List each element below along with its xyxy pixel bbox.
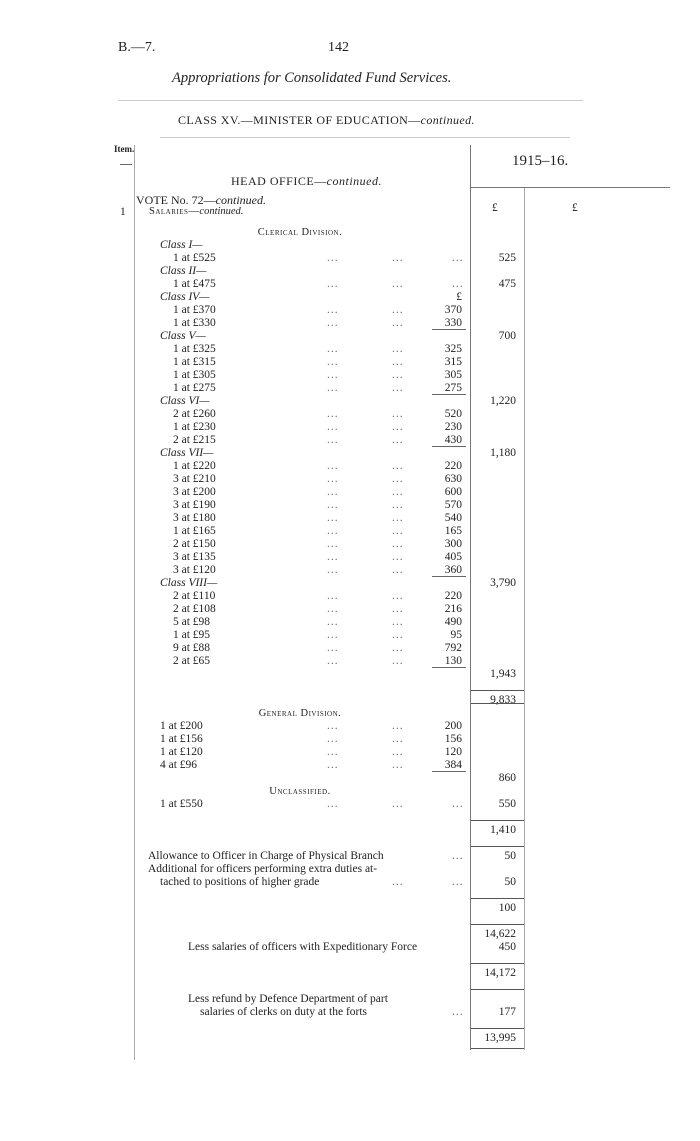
- row-label: 1 at £200: [160, 720, 203, 732]
- row-label: 1 at £156: [160, 733, 203, 745]
- leader-dots: ...: [392, 629, 404, 641]
- page-title: Appropriations for Consolidated Fund Services.: [172, 70, 452, 86]
- leader-dots: ...: [327, 304, 339, 316]
- leader-dots: ...: [327, 408, 339, 420]
- table-row: [0, 499, 700, 512]
- item-column-header: Item.: [114, 144, 135, 154]
- total-rule: [471, 1028, 524, 1029]
- subtotal-amount: 360: [444, 564, 462, 576]
- table-row: [0, 603, 700, 616]
- table-row: [0, 512, 700, 525]
- table-row: [0, 616, 700, 629]
- row-label: 1 at £525: [173, 252, 216, 264]
- table-row: [0, 1006, 700, 1019]
- row-label: Less refund by Defence Department of part: [188, 993, 388, 1005]
- table-row: [0, 746, 700, 759]
- division-heading: General Division.: [258, 708, 342, 719]
- row-label: 1 at £120: [160, 746, 203, 758]
- subtotal-amount: 370: [444, 304, 462, 316]
- row-label: 2 at £108: [173, 603, 216, 615]
- subtotal-rule: [432, 329, 466, 330]
- leader-dots: ...: [452, 252, 464, 264]
- table-row: [0, 291, 700, 304]
- subtotal-amount: £: [456, 291, 462, 303]
- subtotal-amount: 220: [444, 590, 462, 602]
- total-amount: 860: [498, 772, 516, 784]
- leader-dots: ...: [392, 421, 404, 433]
- total-amount: 13,995: [484, 1032, 516, 1044]
- table-row: [0, 304, 700, 317]
- table-row: [0, 655, 700, 668]
- leader-dots: ...: [327, 512, 339, 524]
- total-amount: 1,180: [490, 447, 516, 459]
- leader-dots: ...: [392, 278, 404, 290]
- class-label: Class I—: [160, 239, 203, 251]
- total-amount: 450: [498, 941, 516, 953]
- leader-dots: ...: [392, 512, 404, 524]
- row-label: 1 at £370: [173, 304, 216, 316]
- table-row: [0, 317, 700, 330]
- leader-dots: ...: [392, 252, 404, 264]
- total-rule: [471, 989, 524, 990]
- table-row: [0, 395, 700, 408]
- total-amount: 700: [498, 330, 516, 342]
- leader-dots: ...: [327, 616, 339, 628]
- table-row: [0, 733, 700, 746]
- subtotal-amount: 600: [444, 486, 462, 498]
- total-amount: 1,220: [490, 395, 516, 407]
- row-label: 1 at £315: [173, 356, 216, 368]
- year-header: 1915–16.: [512, 153, 569, 169]
- total-amount: 550: [498, 798, 516, 810]
- currency-header-2: £: [572, 202, 578, 214]
- class-label: Class V—: [160, 330, 206, 342]
- leader-dots: ...: [392, 343, 404, 355]
- table-row: [0, 993, 700, 1006]
- subtotal-amount: 520: [444, 408, 462, 420]
- divider: [118, 100, 583, 101]
- table-row: [0, 642, 700, 655]
- leader-dots: ...: [327, 538, 339, 550]
- table-row: [0, 798, 700, 811]
- row-label: 1 at £230: [173, 421, 216, 433]
- table-row: [0, 252, 700, 265]
- subtotal-amount: 330: [444, 317, 462, 329]
- leader-dots: ...: [327, 746, 339, 758]
- table-row: [0, 928, 700, 941]
- leader-dots: ...: [327, 382, 339, 394]
- leader-dots: ...: [452, 850, 464, 862]
- divider: [160, 137, 570, 138]
- item-number: 1: [120, 206, 126, 218]
- table-row: [0, 876, 700, 889]
- leader-dots: ...: [327, 759, 339, 771]
- leader-dots: ...: [327, 564, 339, 576]
- subtotal-rule: [432, 446, 466, 447]
- table-row: [0, 564, 700, 577]
- leader-dots: ...: [327, 499, 339, 511]
- table-row: [0, 967, 700, 980]
- row-label: 1 at £330: [173, 317, 216, 329]
- vote-continued: continued.: [215, 193, 266, 207]
- subtotal-amount: 120: [444, 746, 462, 758]
- table-row: [0, 551, 700, 564]
- total-rule: [471, 963, 524, 964]
- head-office-label: HEAD OFFICE—: [231, 174, 327, 188]
- total-amount: 1,410: [490, 824, 516, 836]
- subtotal-amount: 405: [444, 551, 462, 563]
- leader-dots: ...: [327, 434, 339, 446]
- row-label: Additional for officers performing extra duties at-: [148, 863, 378, 875]
- table-row: [0, 486, 700, 499]
- row-label: 2 at £110: [173, 590, 216, 602]
- leader-dots: ...: [392, 616, 404, 628]
- salaries-continued: continued.: [199, 206, 244, 217]
- total-amount: 177: [498, 1006, 516, 1018]
- table-row: [0, 473, 700, 486]
- leader-dots: ...: [452, 876, 464, 888]
- table-row: [0, 265, 700, 278]
- document-reference: B.—7.: [118, 40, 156, 55]
- total-rule: [471, 703, 524, 704]
- leader-dots: ...: [392, 876, 404, 888]
- leader-dots: ...: [392, 642, 404, 654]
- vote-label: VOTE No. 72—: [136, 193, 216, 207]
- total-amount: 3,790: [490, 577, 516, 589]
- row-label: 1 at £165: [173, 525, 216, 537]
- leader-dots: ...: [327, 733, 339, 745]
- leader-dots: ...: [452, 798, 464, 810]
- leader-dots: ...: [327, 551, 339, 563]
- leader-dots: ...: [392, 603, 404, 615]
- total-rule: [471, 690, 524, 691]
- division-heading: Unclassified.: [269, 786, 331, 797]
- table-row: [0, 577, 700, 590]
- class-label: Class II—: [160, 265, 207, 277]
- divider: [120, 164, 132, 165]
- leader-dots: ...: [392, 798, 404, 810]
- leader-dots: ...: [327, 369, 339, 381]
- row-label: 3 at £180: [173, 512, 216, 524]
- table-row: [0, 525, 700, 538]
- leader-dots: ...: [392, 720, 404, 732]
- leader-dots: ...: [452, 1006, 464, 1018]
- total-amount: 50: [504, 850, 516, 862]
- leader-dots: ...: [392, 759, 404, 771]
- salaries-label: Salaries—: [149, 206, 200, 217]
- subtotal-amount: 200: [444, 720, 462, 732]
- leader-dots: ...: [392, 538, 404, 550]
- subtotal-rule: [432, 667, 466, 668]
- subtotal-amount: 165: [444, 525, 462, 537]
- page-number: 142: [328, 40, 349, 55]
- table-row: [0, 785, 700, 798]
- table-row: [0, 668, 700, 681]
- leader-dots: ...: [392, 304, 404, 316]
- row-label: Allowance to Officer in Charge of Physical Branch: [148, 850, 384, 862]
- row-label: 1 at £95: [173, 629, 211, 641]
- table-row: [0, 538, 700, 551]
- leader-dots: ...: [327, 525, 339, 537]
- class-heading-main: CLASS XV.—MINISTER OF EDUCATION—: [178, 113, 421, 127]
- row-label: 2 at £150: [173, 538, 216, 550]
- row-label: 4 at £96: [160, 759, 198, 771]
- leader-dots: ...: [327, 655, 339, 667]
- class-heading-continued: continued.: [420, 113, 475, 127]
- subtotal-amount: 325: [444, 343, 462, 355]
- total-rule-bottom: [471, 1048, 524, 1049]
- row-label: 1 at £220: [173, 460, 216, 472]
- subtotal-amount: 275: [444, 382, 462, 394]
- row-label: 2 at £65: [173, 655, 211, 667]
- total-rule: [471, 846, 524, 847]
- table-row: [0, 720, 700, 733]
- subtotal-amount: 490: [444, 616, 462, 628]
- leader-dots: ...: [327, 590, 339, 602]
- row-label: 3 at £190: [173, 499, 216, 511]
- total-amount: 14,172: [484, 967, 516, 979]
- leader-dots: ...: [327, 278, 339, 290]
- row-label: 1 at £475: [173, 278, 216, 290]
- table-row: [0, 447, 700, 460]
- leader-dots: ...: [327, 473, 339, 485]
- table-row: [0, 759, 700, 772]
- table-row: [0, 278, 700, 291]
- leader-dots: ...: [392, 486, 404, 498]
- division-heading: Clerical Division.: [257, 227, 343, 238]
- table-row: [0, 941, 700, 954]
- leader-dots: ...: [392, 564, 404, 576]
- row-label: 3 at £210: [173, 473, 216, 485]
- leader-dots: ...: [452, 278, 464, 290]
- leader-dots: ...: [392, 317, 404, 329]
- row-label: 3 at £135: [173, 551, 216, 563]
- row-label: 2 at £215: [173, 434, 216, 446]
- leader-dots: ...: [392, 434, 404, 446]
- head-office-heading: [231, 174, 382, 189]
- leader-dots: ...: [392, 525, 404, 537]
- leader-dots: ...: [327, 798, 339, 810]
- total-rule: [471, 820, 524, 821]
- leader-dots: ...: [327, 486, 339, 498]
- subtotal-amount: 230: [444, 421, 462, 433]
- leader-dots: ...: [392, 369, 404, 381]
- total-rule: [471, 924, 524, 925]
- table-row: [0, 1032, 700, 1045]
- table-row: [0, 369, 700, 382]
- leader-dots: ...: [392, 746, 404, 758]
- subtotal-amount: 305: [444, 369, 462, 381]
- subtotal-amount: 220: [444, 460, 462, 472]
- table-row: [0, 850, 700, 863]
- table-row: [0, 824, 700, 837]
- subtotal-amount: 430: [444, 434, 462, 446]
- subtotal-amount: 216: [444, 603, 462, 615]
- table-row: [0, 460, 700, 473]
- leader-dots: ...: [392, 473, 404, 485]
- leader-dots: ...: [392, 551, 404, 563]
- subtotal-amount: 130: [444, 655, 462, 667]
- class-label: Class VI—: [160, 395, 210, 407]
- row-label: salaries of clerks on duty at the forts: [200, 1006, 368, 1018]
- leader-dots: ...: [392, 733, 404, 745]
- leader-dots: ...: [392, 499, 404, 511]
- table-row: [0, 902, 700, 915]
- row-label: Less salaries of officers with Expeditionary Force: [188, 941, 418, 953]
- leader-dots: ...: [327, 603, 339, 615]
- subtotal-amount: 300: [444, 538, 462, 550]
- leader-dots: ...: [327, 460, 339, 472]
- subtotal-rule: [432, 576, 466, 577]
- leader-dots: ...: [327, 252, 339, 264]
- class-heading: [178, 113, 475, 128]
- class-label: Class IV—: [160, 291, 210, 303]
- table-row: [0, 226, 700, 239]
- leader-dots: ...: [327, 642, 339, 654]
- row-label: 9 at £88: [173, 642, 211, 654]
- table-row: [0, 707, 700, 720]
- table-row: [0, 434, 700, 447]
- leader-dots: ...: [392, 655, 404, 667]
- class-label: Class VII—: [160, 447, 214, 459]
- total-amount: 9,833: [490, 694, 516, 706]
- subtotal-amount: 156: [444, 733, 462, 745]
- table-row: [0, 694, 700, 707]
- leader-dots: ...: [392, 356, 404, 368]
- leader-dots: ...: [392, 408, 404, 420]
- leader-dots: ...: [392, 460, 404, 472]
- total-rule: [471, 898, 524, 899]
- leader-dots: ...: [327, 421, 339, 433]
- subtotal-amount: 384: [444, 759, 462, 771]
- table-row: [0, 629, 700, 642]
- subtotal-amount: 95: [450, 629, 462, 641]
- subtotal-amount: 315: [444, 356, 462, 368]
- head-office-continued: continued.: [326, 174, 382, 188]
- total-amount: 100: [498, 902, 516, 914]
- table-row: [0, 590, 700, 603]
- subtotal-amount: 792: [444, 642, 462, 654]
- row-label: 1 at £550: [160, 798, 203, 810]
- row-label: tached to positions of higher grade: [160, 876, 320, 888]
- leader-dots: ...: [327, 317, 339, 329]
- leader-dots: ...: [327, 356, 339, 368]
- row-label: 3 at £120: [173, 564, 216, 576]
- table-row: [0, 356, 700, 369]
- leader-dots: ...: [327, 629, 339, 641]
- row-label: 1 at £305: [173, 369, 216, 381]
- leader-dots: ...: [327, 720, 339, 732]
- row-label: 1 at £275: [173, 382, 216, 394]
- total-amount: 14,622: [484, 928, 516, 940]
- table-row: [0, 330, 700, 343]
- table-row: [0, 408, 700, 421]
- divider: [470, 187, 670, 188]
- table-row: [0, 863, 700, 876]
- salaries-heading: [149, 206, 243, 217]
- total-amount: 525: [498, 252, 516, 264]
- table-row: [0, 772, 700, 785]
- subtotal-amount: 630: [444, 473, 462, 485]
- table-row: [0, 343, 700, 356]
- subtotal-amount: 540: [444, 512, 462, 524]
- table-row: [0, 239, 700, 252]
- class-label: Class VIII—: [160, 577, 218, 589]
- row-label: 5 at £98: [173, 616, 211, 628]
- currency-header-1: £: [492, 202, 498, 214]
- subtotal-rule: [432, 771, 466, 772]
- subtotal-amount: 570: [444, 499, 462, 511]
- total-amount: 1,943: [490, 668, 516, 680]
- table-row: [0, 382, 700, 395]
- table-row: [0, 421, 700, 434]
- leader-dots: ...: [392, 382, 404, 394]
- row-label: 3 at £200: [173, 486, 216, 498]
- leader-dots: ...: [327, 343, 339, 355]
- row-label: 2 at £260: [173, 408, 216, 420]
- total-amount: 50: [504, 876, 516, 888]
- subtotal-rule: [432, 394, 466, 395]
- leader-dots: ...: [392, 590, 404, 602]
- row-label: 1 at £325: [173, 343, 216, 355]
- total-amount: 475: [498, 278, 516, 290]
